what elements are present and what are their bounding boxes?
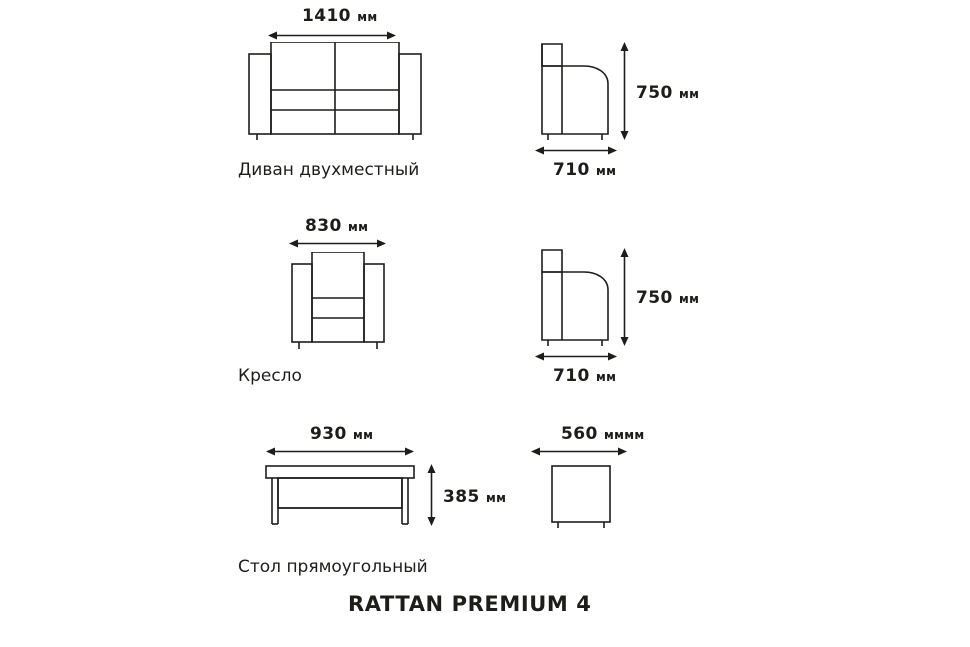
sofa-width-label: 1410 мм: [302, 6, 378, 26]
armchair-depth-arrow: [535, 351, 617, 362]
armchair-caption: Кресло: [238, 366, 302, 386]
armchair-width-arrow: [289, 238, 386, 249]
sofa-side-view: [538, 42, 616, 140]
sofa-front-view: [245, 42, 425, 142]
table-caption: Стол прямоугольный: [238, 557, 428, 577]
table-front-view: [264, 462, 416, 530]
sofa-height-label: 750 мм: [636, 83, 700, 103]
table-width-arrow: [266, 446, 414, 457]
sofa-depth-label: 710 мм: [553, 160, 617, 180]
armchair-front-view: [290, 252, 386, 350]
table-side-view: [550, 462, 612, 530]
table-side-width-arrow: [531, 446, 627, 457]
sofa-width-arrow: [268, 30, 396, 41]
page-title: RATTAN PREMIUM 4: [348, 592, 592, 616]
armchair-width-label: 830 мм: [305, 216, 369, 236]
sofa-depth-arrow: [535, 145, 617, 156]
armchair-side-view: [538, 248, 616, 346]
armchair-height-arrow: [619, 248, 630, 346]
table-height-arrow: [426, 464, 437, 526]
table-height-label: 385 мм: [443, 487, 507, 507]
table-side-width-label: 560 мммм: [561, 424, 645, 444]
table-width-label: 930 мм: [310, 424, 374, 444]
armchair-height-label: 750 мм: [636, 288, 700, 308]
sofa-caption: Диван двухместный: [238, 160, 420, 180]
sofa-height-arrow: [619, 42, 630, 140]
armchair-depth-label: 710 мм: [553, 366, 617, 386]
